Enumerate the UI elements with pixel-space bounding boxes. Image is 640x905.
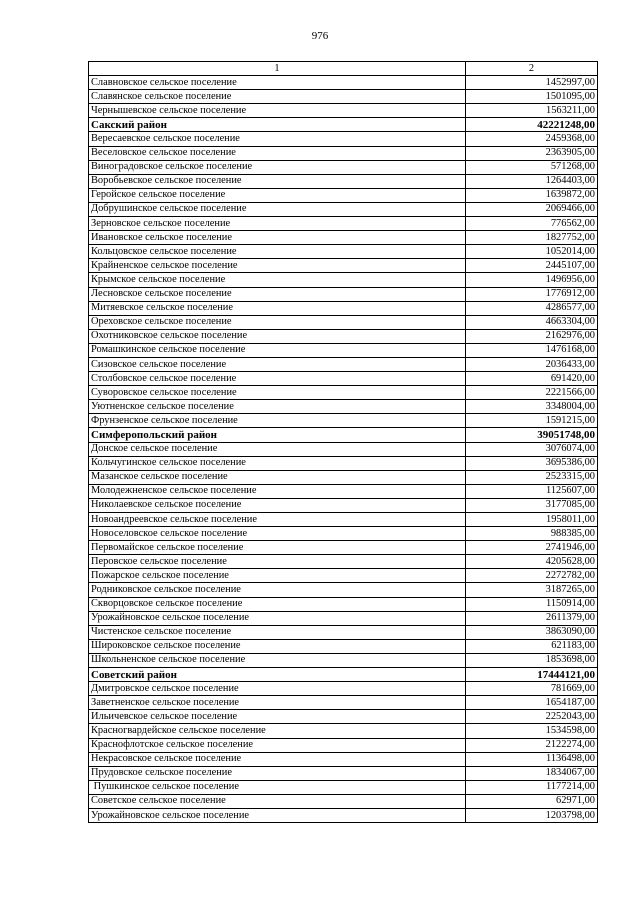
settlement-name: Скворцовское сельское поселение [89, 597, 466, 611]
settlement-name: Геройское сельское поселение [89, 188, 466, 202]
table-row [89, 160, 598, 174]
table-row [89, 357, 598, 371]
table-row [89, 231, 598, 245]
settlement-amount: 2252043,00 [466, 710, 598, 724]
table-row [89, 569, 598, 583]
settlement-name: Прудовское сельское поселение [89, 766, 466, 780]
settlement-name: Ильичевское сельское поселение [89, 710, 466, 724]
table-row [89, 245, 598, 259]
settlement-amount: 3076074,00 [466, 442, 598, 456]
settlement-name: Молодежненское сельское поселение [89, 484, 466, 498]
settlement-name: Добрушинское сельское поселение [89, 202, 466, 216]
settlement-name: Лесновское сельское поселение [89, 287, 466, 301]
settlement-name: Крымское сельское поселение [89, 273, 466, 287]
column-header-1: 1 [89, 62, 466, 76]
table-row [89, 653, 598, 667]
settlement-name: Пожарское сельское поселение [89, 569, 466, 583]
settlement-name: Ивановское сельское поселение [89, 231, 466, 245]
table-row [89, 470, 598, 484]
settlement-amount: 1827752,00 [466, 231, 598, 245]
settlement-name: Заветненское сельское поселение [89, 696, 466, 710]
settlement-amount: 2122274,00 [466, 738, 598, 752]
settlement-amount: 4205628,00 [466, 555, 598, 569]
settlement-amount: 1150914,00 [466, 597, 598, 611]
settlement-name: Родниковское сельское поселение [89, 583, 466, 597]
settlement-name: Первомайское сельское поселение [89, 541, 466, 555]
settlement-amount: 1639872,00 [466, 188, 598, 202]
district-amount: 17444121,00 [466, 668, 598, 682]
settlement-amount: 1476168,00 [466, 343, 598, 357]
settlement-amount: 1501095,00 [466, 90, 598, 104]
settlement-name: Красногвардейское сельское поселение [89, 724, 466, 738]
table-row [89, 794, 598, 808]
table-row [89, 639, 598, 653]
settlement-name: Вересаевское сельское поселение [89, 132, 466, 146]
table-row [89, 90, 598, 104]
budget-table-body [89, 62, 598, 823]
table-row [89, 696, 598, 710]
settlement-amount: 2221566,00 [466, 386, 598, 400]
budget-table [88, 61, 598, 823]
district-name: Сакский район [89, 118, 466, 132]
table-row [89, 808, 598, 822]
column-header-2: 2 [466, 62, 598, 76]
settlement-name: Славновское сельское поселение [89, 76, 466, 90]
district-row [89, 668, 598, 682]
settlement-amount: 1136498,00 [466, 752, 598, 766]
settlement-amount: 4286577,00 [466, 301, 598, 315]
settlement-name: Дмитровское сельское поселение [89, 682, 466, 696]
table-row [89, 315, 598, 329]
settlement-amount: 1776912,00 [466, 287, 598, 301]
table-row [89, 498, 598, 512]
settlement-amount: 3863090,00 [466, 625, 598, 639]
settlement-name: Столбовское сельское поселение [89, 372, 466, 386]
table-row [89, 752, 598, 766]
settlement-name: Школьненское сельское поселение [89, 653, 466, 667]
settlement-amount: 2272782,00 [466, 569, 598, 583]
settlement-name: Советское сельское поселение [89, 794, 466, 808]
settlement-amount: 2611379,00 [466, 611, 598, 625]
table-row [89, 400, 598, 414]
settlement-amount: 4663304,00 [466, 315, 598, 329]
table-row [89, 343, 598, 357]
settlement-name: Веселовское сельское поселение [89, 146, 466, 160]
table-row [89, 329, 598, 343]
settlement-amount: 3177085,00 [466, 498, 598, 512]
district-row [89, 118, 598, 132]
settlement-amount: 3695386,00 [466, 456, 598, 470]
settlement-name: Славянское сельское поселение [89, 90, 466, 104]
settlement-name: Кольчугинское сельское поселение [89, 456, 466, 470]
settlement-amount: 2523315,00 [466, 470, 598, 484]
settlement-name: Перовское сельское поселение [89, 555, 466, 569]
settlement-amount: 1177214,00 [466, 780, 598, 794]
settlement-amount: 1563211,00 [466, 104, 598, 118]
table-row [89, 174, 598, 188]
settlement-name: Николаевское сельское поселение [89, 498, 466, 512]
table-row [89, 442, 598, 456]
table-row [89, 273, 598, 287]
settlement-name: Широковское сельское поселение [89, 639, 466, 653]
table-row [89, 414, 598, 428]
settlement-name: Пушкинское сельское поселение [89, 780, 466, 794]
table-row [89, 76, 598, 90]
table-row [89, 217, 598, 231]
district-name: Симферопольский район [89, 428, 466, 442]
settlement-amount: 1534598,00 [466, 724, 598, 738]
table-row [89, 202, 598, 216]
settlement-amount: 1264403,00 [466, 174, 598, 188]
settlement-amount: 2445107,00 [466, 259, 598, 273]
district-amount: 39051748,00 [466, 428, 598, 442]
settlement-amount: 988385,00 [466, 527, 598, 541]
settlement-amount: 2069466,00 [466, 202, 598, 216]
settlement-amount: 571268,00 [466, 160, 598, 174]
settlement-name: Виноградовское сельское поселение [89, 160, 466, 174]
table-row [89, 766, 598, 780]
settlement-amount: 691420,00 [466, 372, 598, 386]
settlement-amount: 1452997,00 [466, 76, 598, 90]
settlement-name: Урожайновское сельское поселение [89, 611, 466, 625]
settlement-name: Новоандреевское сельское поселение [89, 513, 466, 527]
table-row [89, 146, 598, 160]
settlement-name: Донское сельское поселение [89, 442, 466, 456]
settlement-amount: 2741946,00 [466, 541, 598, 555]
settlement-name: Чернышевское сельское поселение [89, 104, 466, 118]
table-row [89, 484, 598, 498]
table-row [89, 456, 598, 470]
settlement-name: Ромашкинское сельское поселение [89, 343, 466, 357]
settlement-name: Краснофлотское сельское поселение [89, 738, 466, 752]
table-header-row [89, 62, 598, 76]
table-row [89, 541, 598, 555]
table-row [89, 527, 598, 541]
table-row [89, 287, 598, 301]
settlement-amount: 3187265,00 [466, 583, 598, 597]
settlement-amount: 1834067,00 [466, 766, 598, 780]
settlement-amount: 776562,00 [466, 217, 598, 231]
table-row [89, 597, 598, 611]
settlement-name: Фрунзенское сельское поселение [89, 414, 466, 428]
table-row [89, 132, 598, 146]
settlement-amount: 1125607,00 [466, 484, 598, 498]
settlement-name: Ореховское сельское поселение [89, 315, 466, 329]
settlement-amount: 621183,00 [466, 639, 598, 653]
settlement-name: Суворовское сельское поселение [89, 386, 466, 400]
district-amount: 42221248,00 [466, 118, 598, 132]
settlement-amount: 2459368,00 [466, 132, 598, 146]
settlement-name: Урожайновское сельское поселение [89, 808, 466, 822]
table-row [89, 301, 598, 315]
table-row [89, 625, 598, 639]
settlement-amount: 1496956,00 [466, 273, 598, 287]
settlement-name: Чистенское сельское поселение [89, 625, 466, 639]
settlement-name: Кольцовское сельское поселение [89, 245, 466, 259]
settlement-name: Некрасовское сельское поселение [89, 752, 466, 766]
settlement-amount: 2162976,00 [466, 329, 598, 343]
table-row [89, 513, 598, 527]
settlement-amount: 781669,00 [466, 682, 598, 696]
page-number: 976 [311, 30, 329, 42]
table-row [89, 104, 598, 118]
table-row [89, 555, 598, 569]
table-row [89, 682, 598, 696]
table-row [89, 611, 598, 625]
table-row [89, 583, 598, 597]
settlement-amount: 2036433,00 [466, 357, 598, 371]
table-row [89, 724, 598, 738]
settlement-amount: 1853698,00 [466, 653, 598, 667]
settlement-amount: 3348004,00 [466, 400, 598, 414]
table-row [89, 259, 598, 273]
settlement-name: Воробьевское сельское поселение [89, 174, 466, 188]
table-row [89, 188, 598, 202]
settlement-name: Зерновское сельское поселение [89, 217, 466, 231]
settlement-amount: 1654187,00 [466, 696, 598, 710]
settlement-name: Крайненское сельское поселение [89, 259, 466, 273]
settlement-amount: 2363905,00 [466, 146, 598, 160]
settlement-amount: 1958011,00 [466, 513, 598, 527]
table-row [89, 780, 598, 794]
district-name: Советский район [89, 668, 466, 682]
settlement-name: Мазанское сельское поселение [89, 470, 466, 484]
settlement-name: Уютненское сельское поселение [89, 400, 466, 414]
settlement-amount: 62971,00 [466, 794, 598, 808]
settlement-amount: 1591215,00 [466, 414, 598, 428]
settlement-amount: 1203798,00 [466, 808, 598, 822]
table-row [89, 738, 598, 752]
settlement-name: Митяевское сельское поселение [89, 301, 466, 315]
settlement-name: Сизовское сельское поселение [89, 357, 466, 371]
table-row [89, 386, 598, 400]
district-row [89, 428, 598, 442]
settlement-amount: 1052014,00 [466, 245, 598, 259]
settlement-name: Новоселовское сельское поселение [89, 527, 466, 541]
table-row [89, 372, 598, 386]
table-row [89, 710, 598, 724]
settlement-name: Охотниковское сельское поселение [89, 329, 466, 343]
